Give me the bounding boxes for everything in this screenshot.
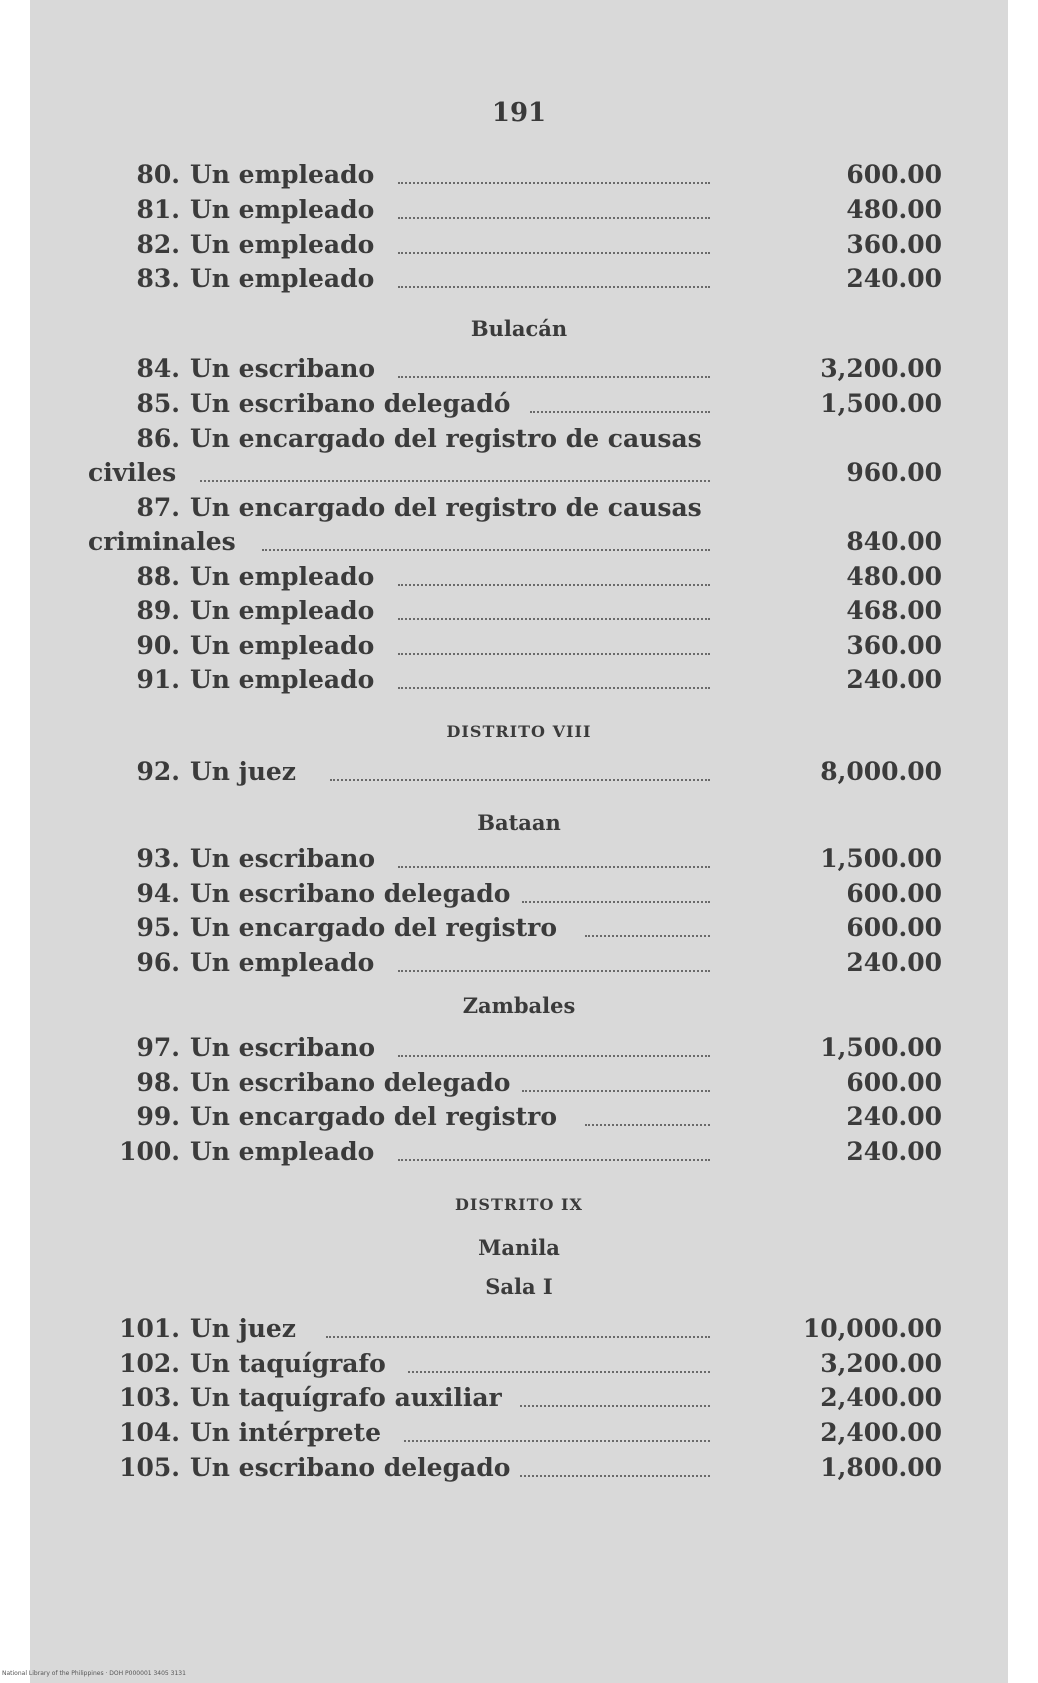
- dot-leader: [398, 687, 710, 689]
- item-amount: 480.00: [846, 195, 942, 224]
- list-item: [0, 596, 1038, 630]
- item-amount: 360.00: [846, 631, 942, 660]
- item-amount: 240.00: [846, 1137, 942, 1166]
- dot-leader: [585, 1124, 710, 1126]
- item-number: 103.: [119, 1383, 180, 1412]
- dot-leader: [398, 970, 710, 972]
- list-item: [0, 1418, 1038, 1452]
- list-item: [0, 1453, 1038, 1487]
- list-item: [0, 424, 1038, 458]
- list-item: [0, 1349, 1038, 1383]
- item-label: Un juez: [190, 757, 297, 786]
- list-item: [0, 665, 1038, 699]
- list-item: [0, 913, 1038, 947]
- item-label: Un juez: [190, 1314, 297, 1343]
- dot-leader: [398, 286, 710, 288]
- item-number: 93.: [136, 844, 180, 873]
- dot-leader: [398, 376, 710, 378]
- dot-leader: [330, 779, 710, 781]
- item-label: Un taquígrafo: [190, 1349, 386, 1378]
- item-number: 87.: [136, 493, 180, 522]
- item-label: Un escribano delegado: [190, 1068, 511, 1097]
- item-amount: 3,200.00: [820, 1349, 942, 1378]
- item-label: Un encargado del registro: [190, 1102, 558, 1131]
- dot-leader: [398, 584, 710, 586]
- item-number: 96.: [136, 948, 180, 977]
- item-amount: 240.00: [846, 1102, 942, 1131]
- item-amount: 1,500.00: [820, 389, 942, 418]
- item-label: Un escribano: [190, 354, 376, 383]
- item-number: 105.: [119, 1453, 180, 1482]
- item-label: Un encargado del registro de causas: [190, 493, 702, 522]
- page-number: 191: [491, 98, 547, 128]
- section-subheading-sala: Sala I: [485, 1274, 553, 1299]
- item-amount: 2,400.00: [820, 1418, 942, 1447]
- list-item-continuation: [0, 458, 1038, 492]
- section-subheading-manila: Manila: [478, 1235, 560, 1260]
- item-amount: 8,000.00: [820, 757, 942, 786]
- item-number: 83.: [136, 264, 180, 293]
- item-number: 86.: [136, 424, 180, 453]
- item-label: Un escribano delegado: [190, 1453, 511, 1482]
- item-amount: 840.00: [846, 527, 942, 556]
- item-label: Un empleado: [190, 665, 375, 694]
- item-amount: 480.00: [846, 562, 942, 591]
- dot-leader: [522, 1090, 710, 1092]
- item-number: 89.: [136, 596, 180, 625]
- item-amount: 600.00: [846, 160, 942, 189]
- list-item: [0, 1383, 1038, 1417]
- item-amount: 3,200.00: [820, 354, 942, 383]
- item-amount: 1,500.00: [820, 844, 942, 873]
- item-number: 90.: [136, 631, 180, 660]
- item-label: Un empleado: [190, 195, 375, 224]
- list-item: [0, 879, 1038, 913]
- dot-leader: [326, 1336, 710, 1338]
- list-item-continuation: [0, 527, 1038, 561]
- item-number: 88.: [136, 562, 180, 591]
- dot-leader: [520, 1405, 710, 1407]
- item-amount: 240.00: [846, 948, 942, 977]
- item-label: Un escribano delegado: [190, 879, 511, 908]
- item-number: 80.: [136, 160, 180, 189]
- item-amount: 600.00: [846, 913, 942, 942]
- list-item: [0, 264, 1038, 298]
- dot-leader: [398, 866, 710, 868]
- dot-leader: [398, 217, 710, 219]
- section-heading-distrito-viii: DISTRITO VIII: [446, 722, 592, 741]
- dot-leader: [398, 252, 710, 254]
- section-heading-zambales: Zambales: [462, 993, 576, 1018]
- item-number: 98.: [136, 1068, 180, 1097]
- item-label: Un empleado: [190, 264, 375, 293]
- item-amount: 10,000.00: [802, 1314, 942, 1343]
- item-label: Un empleado: [190, 596, 375, 625]
- item-amount: 240.00: [846, 264, 942, 293]
- list-item: [0, 354, 1038, 388]
- list-item: [0, 631, 1038, 665]
- item-amount: 360.00: [846, 230, 942, 259]
- item-number: 85.: [136, 389, 180, 418]
- list-item: [0, 389, 1038, 423]
- list-item: [0, 1033, 1038, 1067]
- item-label: Un escribano: [190, 1033, 376, 1062]
- item-label: Un intérprete: [190, 1418, 381, 1447]
- item-label: Un taquígrafo auxiliar: [190, 1383, 502, 1412]
- item-label: Un empleado: [190, 631, 375, 660]
- item-label-continuation: criminales: [88, 527, 236, 556]
- list-item: [0, 160, 1038, 194]
- item-number: 82.: [136, 230, 180, 259]
- item-label-continuation: civiles: [88, 458, 177, 487]
- dot-leader: [398, 182, 710, 184]
- item-label: Un empleado: [190, 160, 375, 189]
- dot-leader: [200, 480, 710, 482]
- item-number: 91.: [136, 665, 180, 694]
- list-item: [0, 948, 1038, 982]
- item-label: Un escribano: [190, 844, 376, 873]
- dot-leader: [522, 901, 710, 903]
- item-number: 104.: [119, 1418, 180, 1447]
- section-heading-distrito-ix: DISTRITO IX: [455, 1195, 583, 1214]
- dot-leader: [408, 1371, 710, 1373]
- list-item: [0, 1102, 1038, 1136]
- item-number: 97.: [136, 1033, 180, 1062]
- dot-leader: [398, 653, 710, 655]
- item-label: Un encargado del registro de causas: [190, 424, 702, 453]
- dot-leader: [530, 411, 710, 413]
- item-number: 100.: [119, 1137, 180, 1166]
- list-item: [0, 844, 1038, 878]
- item-number: 102.: [119, 1349, 180, 1378]
- dot-leader: [262, 549, 710, 551]
- item-label: Un encargado del registro: [190, 913, 558, 942]
- dot-leader: [398, 618, 710, 620]
- item-amount: 1,800.00: [820, 1453, 942, 1482]
- list-item: [0, 562, 1038, 596]
- item-number: 84.: [136, 354, 180, 383]
- item-label: Un empleado: [190, 948, 375, 977]
- footer-note: National Library of the Philippines · DOH P000001 3405 3131: [2, 1670, 186, 1677]
- item-amount: 2,400.00: [820, 1383, 942, 1412]
- item-number: 99.: [136, 1102, 180, 1131]
- section-heading-bulacan: Bulacán: [470, 316, 568, 341]
- item-label: Un empleado: [190, 1137, 375, 1166]
- item-number: 101.: [119, 1314, 180, 1343]
- list-item: [0, 493, 1038, 527]
- dot-leader: [398, 1159, 710, 1161]
- item-label: Un empleado: [190, 230, 375, 259]
- item-amount: 468.00: [846, 596, 942, 625]
- item-label: Un escribano delegadó: [190, 389, 511, 418]
- item-number: 81.: [136, 195, 180, 224]
- dot-leader: [585, 935, 710, 937]
- list-item: [0, 1068, 1038, 1102]
- item-label: Un empleado: [190, 562, 375, 591]
- item-amount: 1,500.00: [820, 1033, 942, 1062]
- item-number: 94.: [136, 879, 180, 908]
- item-number: 95.: [136, 913, 180, 942]
- item-amount: 240.00: [846, 665, 942, 694]
- list-item: [0, 1137, 1038, 1171]
- dot-leader: [398, 1055, 710, 1057]
- list-item: [0, 230, 1038, 264]
- section-heading-bataan: Bataan: [477, 810, 561, 835]
- item-amount: 600.00: [846, 1068, 942, 1097]
- item-number: 92.: [136, 757, 180, 786]
- dot-leader: [520, 1475, 710, 1477]
- dot-leader: [404, 1440, 710, 1442]
- item-amount: 600.00: [846, 879, 942, 908]
- list-item: [0, 195, 1038, 229]
- item-amount: 960.00: [846, 458, 942, 487]
- list-item: [0, 757, 1038, 791]
- list-item: [0, 1314, 1038, 1348]
